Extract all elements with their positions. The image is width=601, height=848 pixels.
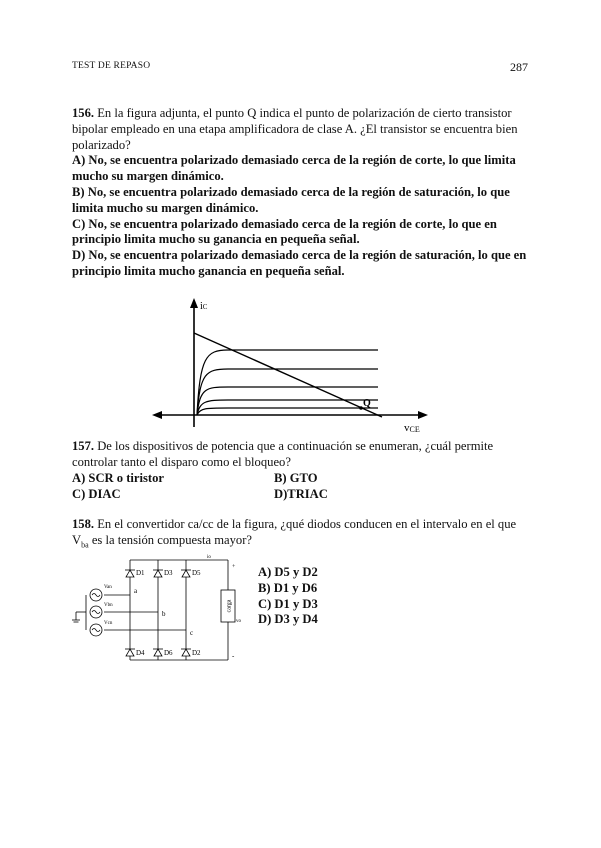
question-stem: En la figura adjunta, el punto Q indica el punto de polarización de cierto transistor bipolar empleado en una etapa amplificadora de clase A. ¿El transistor se encuentra bien polarizado?: [72, 106, 518, 152]
label-carga: carga: [226, 599, 233, 613]
diode-d3: [154, 570, 162, 577]
question-156: [72, 106, 532, 280]
question-number: 157.: [72, 439, 95, 453]
label-vcn: Vcn: [104, 621, 113, 626]
characteristic-curve-3: [197, 387, 378, 415]
option-a: A) D5 y D2: [258, 565, 318, 579]
label-plus: +: [232, 564, 236, 570]
option-a: A) SCR o tiristor: [72, 470, 164, 485]
label-d2: D2: [192, 649, 201, 657]
question-stem-subscript: ba: [81, 540, 89, 550]
question-157-stem: [72, 439, 532, 471]
question-158: [72, 517, 532, 553]
label-d3: D3: [164, 569, 173, 577]
option-d: D)TRIAC: [274, 486, 328, 501]
rectifier-circuit: [70, 550, 250, 670]
question-158-options: [258, 565, 318, 628]
option-c: C) No, se encuentra polarizado demasiado cerca de la región de corte, lo que en principio limita mucho su ganancia en pequeña señal.: [72, 216, 497, 247]
option-a: A) No, se encuentra polarizado demasiado cerca de la región de corte, lo que limita mucho su margen dinámico.: [72, 153, 516, 184]
label-io: io: [207, 555, 211, 560]
question-number: 158.: [72, 517, 95, 531]
question-number: 156.: [72, 106, 95, 120]
running-header: TEST DE REPASO: [72, 61, 151, 71]
question-stem: De los dispositivos de potencia que a continuación se enumeran, ¿cuál permite controlar tanto el disparo como el bloqueo?: [72, 439, 494, 469]
characteristic-curve-1: [197, 408, 378, 415]
options-row-1: [72, 471, 532, 487]
label-d5: D5: [192, 569, 201, 577]
label-vbn: Vbn: [104, 603, 113, 608]
y-axis-arrow: [190, 298, 198, 308]
diode-d5: [182, 570, 190, 577]
label-van: Van: [104, 585, 112, 590]
q-point-label: Q: [363, 398, 371, 409]
node-c: c: [190, 629, 194, 637]
option-b: B) GTO: [274, 470, 318, 485]
x-axis-label: vCE: [404, 422, 420, 434]
transistor-characteristics-figure: [150, 295, 440, 435]
option-d: D) D3 y D4: [258, 612, 318, 627]
label-vo: vo: [236, 619, 241, 624]
y-axis-label: iC: [200, 301, 208, 312]
label-d1: D1: [136, 569, 145, 577]
label-d4: D4: [136, 649, 145, 657]
option-c: C) DIAC: [72, 486, 121, 501]
node-a: a: [134, 587, 138, 595]
page-number: 287: [510, 60, 528, 74]
diode-d6: [154, 649, 162, 656]
label-d6: D6: [164, 649, 173, 657]
option-d: D) No, se encuentra polarizado demasiado cerca de la región de saturación, lo que en principio limita mucho ganancia en pequeña señal.: [72, 248, 527, 278]
option-b: B) D1 y D6: [258, 580, 318, 595]
load-line: [194, 333, 382, 417]
question-157: [72, 439, 532, 503]
question-156-stem: [72, 106, 532, 153]
question-158-stem: [72, 517, 532, 553]
question-stem-pre: En el convertidor ca/cc de la figura, ¿qué diodos conducen en el intervalo en el que V: [72, 517, 517, 547]
diode-d4: [126, 649, 134, 656]
x-axis-arrow: [418, 411, 428, 419]
x-axis-arrow-left: [152, 411, 162, 419]
node-b: b: [162, 610, 166, 618]
diode-d1: [126, 570, 134, 577]
question-stem-post: es la tensión compuesta mayor?: [88, 532, 252, 547]
option-c: C) D1 y D3: [258, 596, 318, 611]
options-row-2: [72, 487, 532, 503]
option-b: B) No, se encuentra polarizado demasiado cerca de la región de saturación, lo que limita mucho su margen dinámico.: [72, 184, 510, 215]
label-minus: -: [232, 652, 235, 660]
diode-d2: [182, 649, 190, 656]
characteristic-curve-5: [197, 350, 378, 415]
